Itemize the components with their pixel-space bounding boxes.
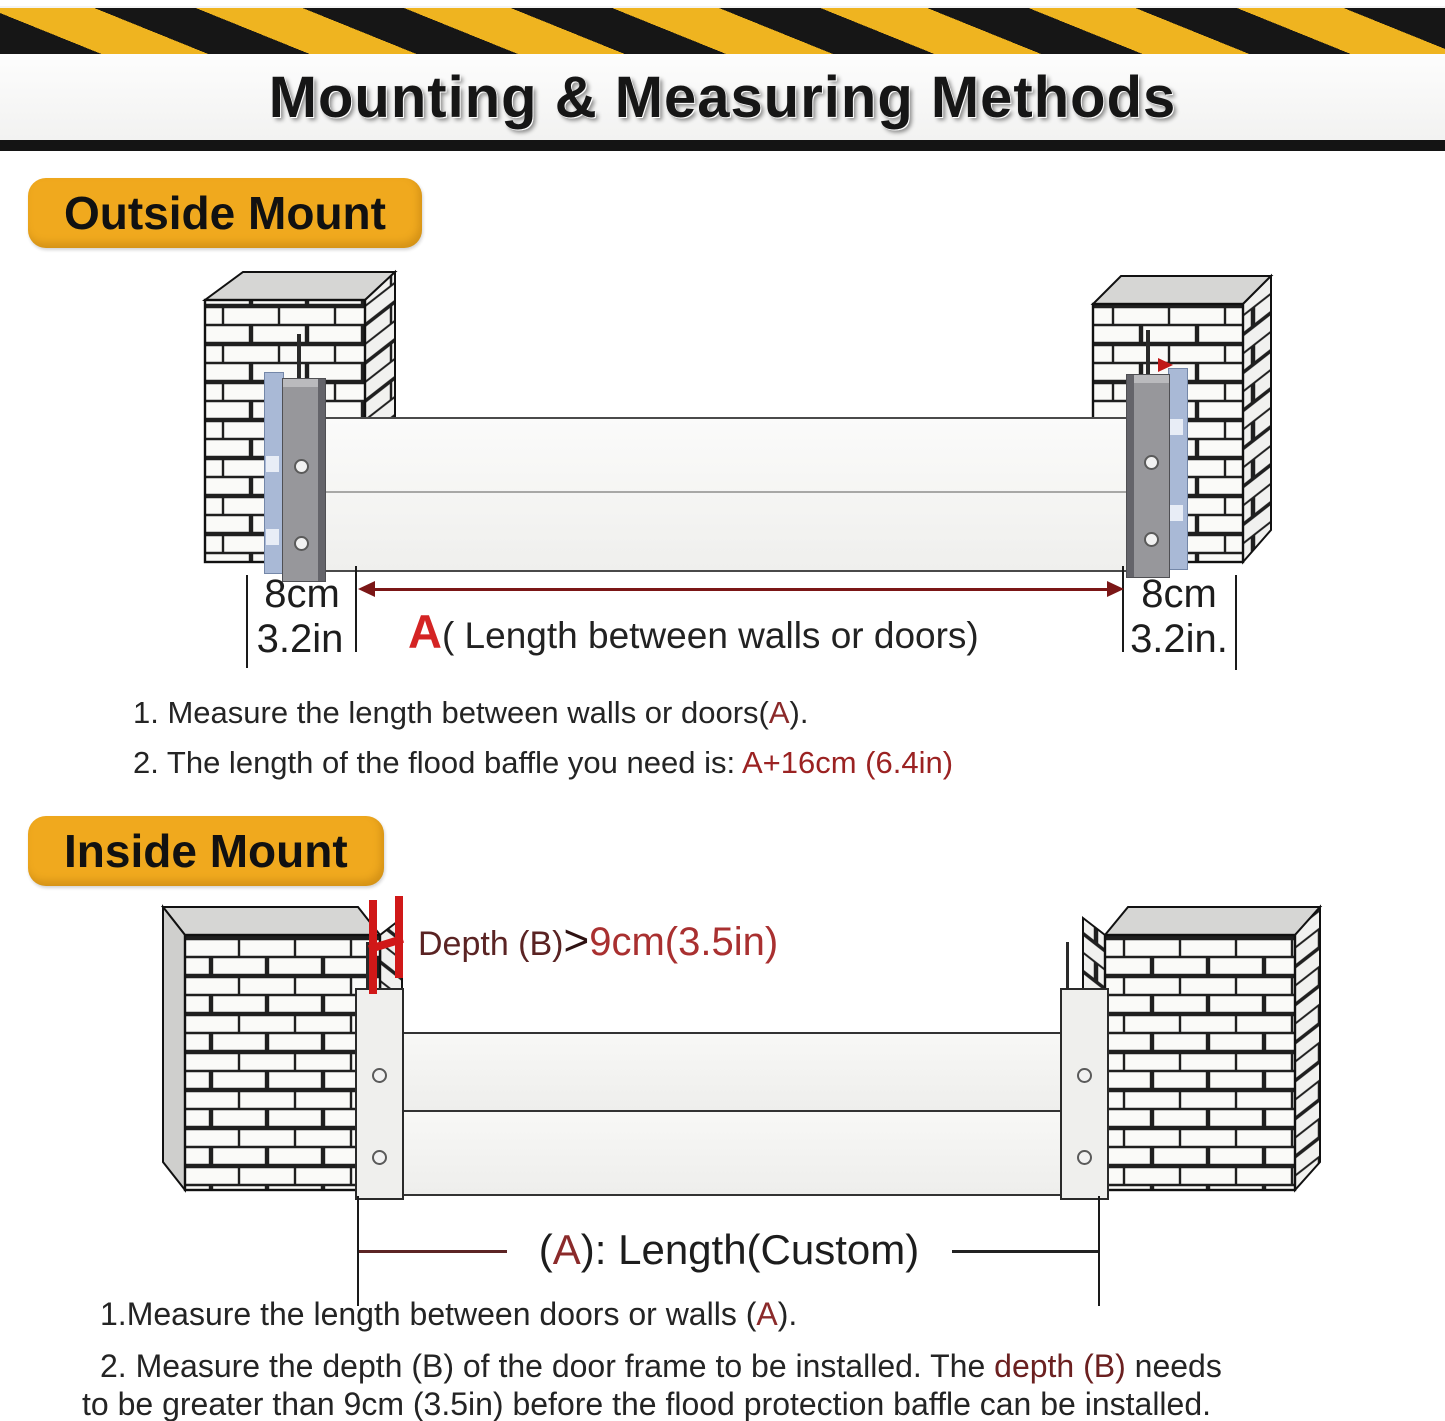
seal-notch: [1170, 419, 1183, 435]
pillar-side-face: [1243, 276, 1271, 562]
step-text: ).: [777, 1296, 798, 1332]
left-offset-in: 3.2in: [256, 617, 344, 661]
inside-step-1: [100, 1296, 797, 1333]
depth-label-text: Depth (B): [418, 925, 564, 963]
channel-edge: [318, 379, 325, 581]
inside-mount-badge: [28, 816, 384, 886]
right-mounting-channel: [1126, 374, 1170, 578]
flood-barrier-panel: [324, 417, 1132, 572]
length-label: [539, 1226, 919, 1274]
left-offset-cm: 8cm: [264, 572, 340, 616]
width-arrow-line: [372, 588, 1112, 591]
depth-value: 9cm(3.5in): [589, 920, 779, 964]
channel-edge: [1127, 375, 1134, 577]
title-band: [0, 54, 1445, 140]
dimension-tick: [1235, 575, 1237, 670]
pillar-top-face: [163, 907, 380, 935]
pillar-top-face: [205, 272, 395, 300]
step-text: ).: [789, 695, 809, 730]
span-label-text: ( Length between walls or doors): [441, 615, 979, 656]
step-accent: depth (B): [994, 1348, 1126, 1384]
screw-hole: [372, 1068, 387, 1083]
dimension-tick: [1122, 566, 1124, 652]
seal-notch: [1170, 505, 1183, 521]
barrier-seam: [326, 491, 1130, 493]
arrowhead-left: [358, 581, 375, 597]
length-line-left: [359, 1250, 507, 1253]
arrowhead-right: [1107, 581, 1124, 597]
screw-hole: [1144, 532, 1159, 547]
step-text: 1.Measure the length between doors or walls (: [100, 1296, 757, 1332]
pillar-side-face: [1295, 907, 1320, 1190]
step-text: needs: [1125, 1348, 1222, 1384]
step-text: to be greater than 9cm (3.5in) before the flood protection baffle can be installed.: [82, 1386, 1212, 1421]
right-blue-seal-strip: [1168, 368, 1188, 570]
step-accent: A: [768, 695, 790, 730]
depth-gt-sign: >: [563, 916, 590, 965]
left-mounting-channel: [282, 378, 326, 582]
left-channel-rod: [297, 334, 301, 380]
dimension-tick: [1098, 1196, 1100, 1306]
screw-hole: [1144, 455, 1159, 470]
step-accent: A: [756, 1296, 778, 1332]
pillar-side-face: [163, 907, 185, 1190]
inside-step-3: [82, 1386, 1211, 1421]
screw-hole: [1077, 1150, 1092, 1165]
pillar-front-face: [185, 935, 380, 1190]
step-text: 2. Measure the depth (B) of the door frame to be installed. The: [100, 1348, 995, 1384]
step-accent: A+16cm (6.4in): [741, 745, 954, 780]
length-label-text: ): Length(Custom): [580, 1226, 920, 1273]
span-label-A: A: [408, 605, 442, 658]
step-text: 1. Measure the length between walls or doors(: [133, 695, 769, 730]
length-label-text: (: [538, 1226, 553, 1273]
outside-mount-badge: [28, 178, 422, 248]
dimension-tick: [355, 566, 357, 652]
right-channel-rod: [1146, 330, 1150, 376]
inside-barrier-panel-bottom: [398, 1110, 1066, 1196]
right-offset-cm: 8cm: [1141, 572, 1217, 616]
pillar-front-face: [1105, 935, 1295, 1190]
inside-step-2: [100, 1348, 1222, 1385]
hazard-stripe-banner: [0, 6, 1445, 56]
banner-divider: [0, 140, 1445, 151]
outside-step-2: [133, 745, 953, 781]
pillar-top-face: [1093, 276, 1271, 304]
span-length-label: [408, 604, 979, 659]
length-label-A: A: [552, 1226, 581, 1273]
step-text: 2. The length of the flood baffle you need is:: [133, 745, 742, 780]
page-title: Mounting & Measuring Methods: [268, 64, 1177, 130]
screw-hole: [1077, 1068, 1092, 1083]
screw-hole: [372, 1150, 387, 1165]
seal-notch: [266, 529, 279, 545]
inside-mount-label: Inside Mount: [64, 825, 348, 877]
left-blue-seal-strip: [264, 372, 284, 574]
inside-left-channel: [355, 988, 404, 1200]
inside-right-channel: [1060, 988, 1109, 1200]
pillar-top-face: [1105, 907, 1320, 935]
outside-step-1: [133, 695, 808, 731]
depth-label: [418, 916, 778, 966]
right-offset-in: 3.2in.: [1130, 617, 1228, 661]
length-line-right: [952, 1250, 1098, 1253]
depth-bracket: [363, 896, 411, 1000]
screw-hole: [294, 459, 309, 474]
inside-barrier-panel-top: [398, 1032, 1066, 1114]
screw-hole: [294, 536, 309, 551]
seal-notch: [266, 456, 279, 472]
right-channel-pin: [1066, 942, 1069, 988]
outside-mount-label: Outside Mount: [64, 187, 386, 239]
